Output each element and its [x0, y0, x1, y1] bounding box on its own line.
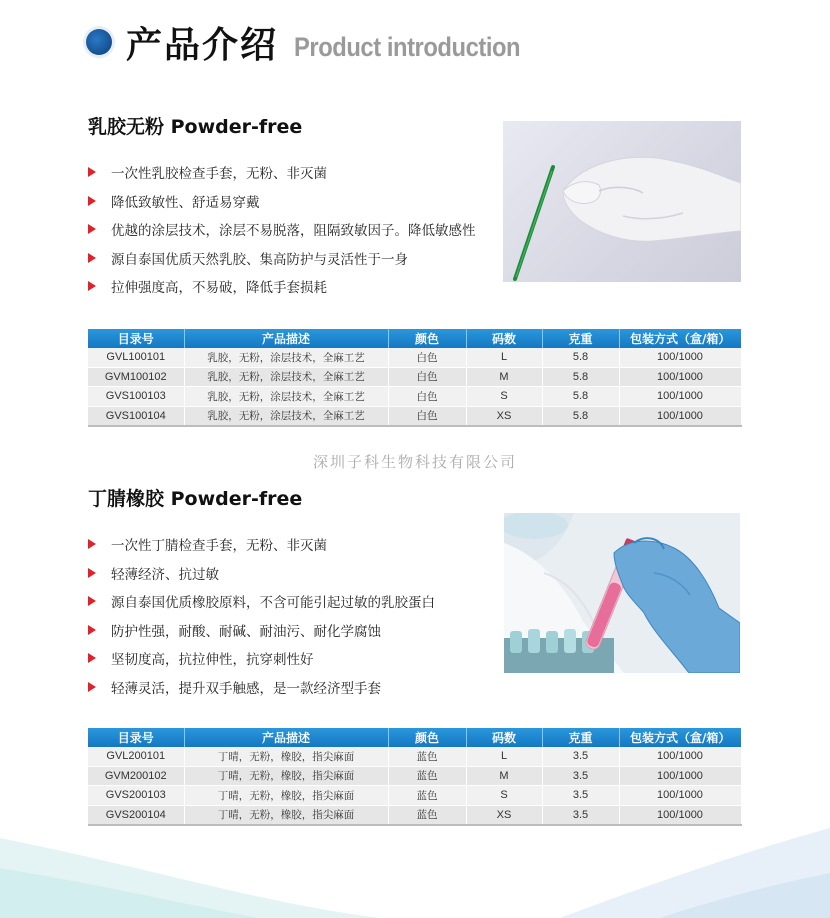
table-cell: L	[466, 348, 542, 367]
table-cell: 乳胶，无粉，涂层技术，全麻工艺	[184, 406, 388, 426]
nitrile-spec-table	[88, 728, 742, 826]
column-header: 颜色	[388, 329, 466, 348]
table-cell: 白色	[388, 406, 466, 426]
list-item: 降低致敏性、舒适易穿戴	[88, 187, 488, 216]
column-header: 目录号	[88, 329, 184, 348]
table-cell: 100/1000	[619, 387, 741, 407]
table-cell: 100/1000	[619, 406, 741, 426]
column-header: 产品描述	[184, 728, 388, 747]
table-cell: 乳胶，无粉，涂层技术，全麻工艺	[184, 348, 388, 367]
table-header-row	[88, 728, 741, 747]
list-item: 轻薄经济、抗过敏	[88, 559, 488, 588]
nitrile-glove-photo	[504, 513, 740, 673]
table-cell: GVS100103	[88, 387, 184, 407]
table-cell: 乳胶，无粉，涂层技术，全麻工艺	[184, 367, 388, 387]
latex-feature-list	[88, 158, 488, 301]
column-header: 包装方式（盒/箱）	[619, 728, 741, 747]
bullet-arrow-icon	[88, 682, 96, 692]
table-cell: 蓝色	[388, 747, 466, 766]
table-row	[88, 406, 741, 426]
list-item: 一次性乳胶检查手套，无粉、非灭菌	[88, 158, 488, 187]
table-cell: 蓝色	[388, 805, 466, 825]
table-cell: S	[466, 387, 542, 407]
list-item: 轻薄灵活，提升双手触感，是一款经济型手套	[88, 673, 488, 702]
table-cell: 5.8	[542, 348, 619, 367]
nitrile-feature-list	[88, 530, 488, 701]
company-name: 深圳子科生物科技有限公司	[312, 453, 517, 471]
table-cell: XS	[466, 406, 542, 426]
table-row	[88, 367, 741, 387]
table-cell: L	[466, 747, 542, 766]
list-item: 源自泰国优质天然乳胶、集高防护与灵活性于一身	[88, 244, 488, 273]
header-dot-icon	[86, 29, 112, 55]
table-cell: 白色	[388, 367, 466, 387]
table-row	[88, 805, 741, 825]
column-header: 克重	[542, 728, 619, 747]
table-cell: 丁晴，无粉，橡胶，指尖麻面	[184, 805, 388, 825]
table-cell: 3.5	[542, 805, 619, 825]
nitrile-section-title: 丁腈橡胶 Powder-free	[88, 488, 303, 510]
bullet-arrow-icon	[88, 167, 96, 177]
table-header-row	[88, 329, 741, 348]
list-item: 拉伸强度高，不易破，降低手套损耗	[88, 272, 488, 301]
column-header: 目录号	[88, 728, 184, 747]
table-row	[88, 766, 741, 786]
table-cell: 100/1000	[619, 747, 741, 766]
bullet-arrow-icon	[88, 568, 96, 578]
list-item: 防护性强，耐酸、耐碱、耐油污、耐化学腐蚀	[88, 616, 488, 645]
table-cell: 蓝色	[388, 786, 466, 806]
page-title: 产品介绍	[126, 24, 279, 66]
table-cell: 3.5	[542, 786, 619, 806]
table-cell: 丁晴，无粉，橡胶，指尖麻面	[184, 786, 388, 806]
table-cell: 丁晴，无粉，橡胶，指尖麻面	[184, 747, 388, 766]
table-cell: 100/1000	[619, 348, 741, 367]
table-cell: 100/1000	[619, 766, 741, 786]
column-header: 克重	[542, 329, 619, 348]
table-cell: 100/1000	[619, 805, 741, 825]
column-header: 码数	[466, 329, 542, 348]
column-header: 颜色	[388, 728, 466, 747]
page-title-english: Product introduction	[294, 31, 521, 62]
table-cell: M	[466, 766, 542, 786]
table-row	[88, 786, 741, 806]
page-header	[86, 18, 551, 66]
column-header: 包装方式（盒/箱）	[619, 329, 741, 348]
table-cell: 5.8	[542, 367, 619, 387]
list-item: 坚韧度高，抗拉伸性，抗穿刺性好	[88, 644, 488, 673]
column-header: 码数	[466, 728, 542, 747]
table-cell: 5.8	[542, 406, 619, 426]
table-cell: 乳胶，无粉，涂层技术，全麻工艺	[184, 387, 388, 407]
bullet-arrow-icon	[88, 224, 96, 234]
table-row	[88, 348, 741, 367]
latex-section-title: 乳胶无粉 Powder-free	[88, 116, 303, 138]
table-cell: GVM200102	[88, 766, 184, 786]
table-cell: 5.8	[542, 387, 619, 407]
table-cell: GVS200103	[88, 786, 184, 806]
table-cell: 蓝色	[388, 766, 466, 786]
table-cell: GVS200104	[88, 805, 184, 825]
table-cell: GVL100101	[88, 348, 184, 367]
table-cell: 3.5	[542, 747, 619, 766]
bullet-arrow-icon	[88, 253, 96, 263]
table-cell: GVL200101	[88, 747, 184, 766]
table-cell: 3.5	[542, 766, 619, 786]
table-cell: 100/1000	[619, 367, 741, 387]
table-cell: XS	[466, 805, 542, 825]
bullet-arrow-icon	[88, 196, 96, 206]
bullet-arrow-icon	[88, 539, 96, 549]
bullet-arrow-icon	[88, 625, 96, 635]
table-cell: 丁晴，无粉，橡胶，指尖麻面	[184, 766, 388, 786]
latex-glove-photo	[503, 121, 741, 282]
table-row	[88, 387, 741, 407]
table-cell: S	[466, 786, 542, 806]
table-cell: 白色	[388, 348, 466, 367]
table-cell: GVS100104	[88, 406, 184, 426]
list-item: 优越的涂层技术，涂层不易脱落，阻隔致敏因子。降低敏感性	[88, 215, 488, 244]
table-cell: 100/1000	[619, 786, 741, 806]
bullet-arrow-icon	[88, 281, 96, 291]
column-header: 产品描述	[184, 329, 388, 348]
list-item: 一次性丁腈检查手套，无粉、非灭菌	[88, 530, 488, 559]
table-cell: GVM100102	[88, 367, 184, 387]
bullet-arrow-icon	[88, 596, 96, 606]
table-row	[88, 747, 741, 766]
latex-spec-table	[88, 329, 742, 427]
list-item: 源自泰国优质橡胶原料，不含可能引起过敏的乳胶蛋白	[88, 587, 488, 616]
bullet-arrow-icon	[88, 653, 96, 663]
table-cell: M	[466, 367, 542, 387]
table-cell: 白色	[388, 387, 466, 407]
